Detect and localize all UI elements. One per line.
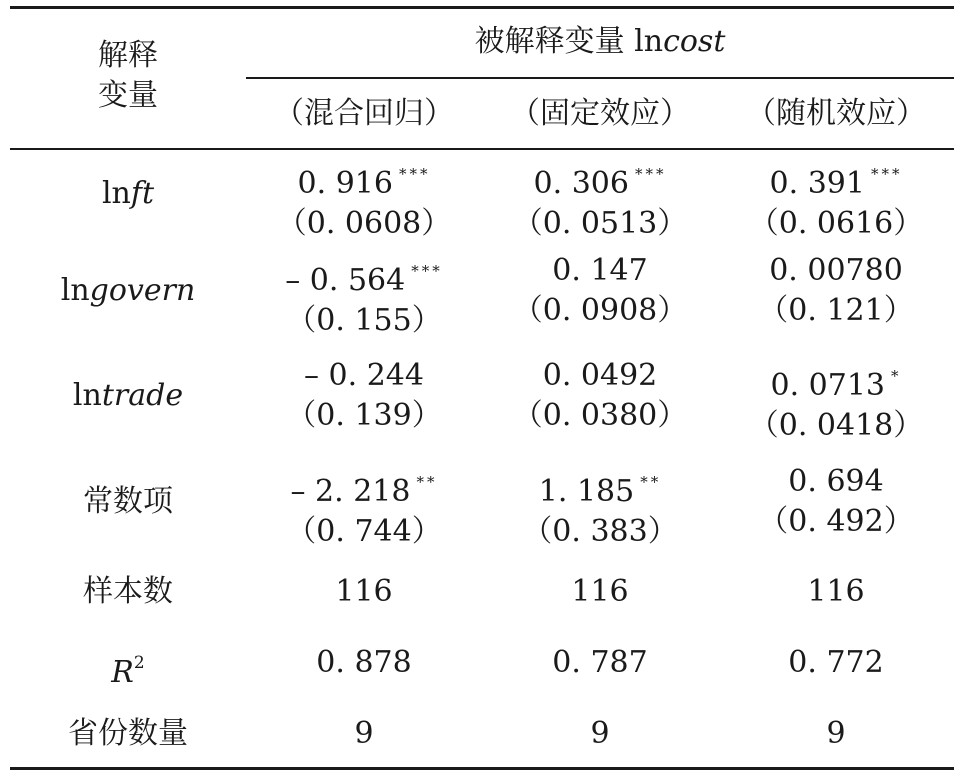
standard-error: （0. 0616）: [748, 206, 924, 241]
row-label-header-line-1: 解释: [98, 38, 158, 73]
coefficient: [718, 462, 954, 502]
standard-error: （0. 0608）: [276, 206, 452, 241]
standard-error: （0. 0513）: [512, 206, 688, 241]
top-rule: [10, 6, 954, 9]
row-label-header: [10, 36, 246, 116]
significance-stars: ***: [411, 262, 443, 280]
standard-error: （0. 0418）: [748, 408, 924, 443]
stat-label-var: R: [111, 655, 134, 690]
stat-value: 9: [354, 716, 374, 751]
significance-stars: ***: [398, 165, 431, 183]
header-sub-rule: [246, 77, 954, 79]
table-cell: [718, 251, 954, 331]
stat-value: 9: [590, 716, 610, 751]
table-cell: [482, 462, 718, 552]
coefficient: [482, 356, 718, 396]
stat-label-text: 样本数: [83, 574, 173, 609]
coefficient: [482, 462, 718, 512]
dependent-prefix: 被解释变量 ln: [474, 24, 664, 59]
row-label-var: ft: [130, 176, 155, 211]
coefficient-value: – 2. 218: [290, 474, 411, 509]
coefficient-value: – 0. 564: [285, 263, 406, 298]
column-header-pooled: （混合回归）: [274, 96, 454, 131]
coefficient-value: 0. 0492: [542, 358, 658, 393]
significance-stars: *: [891, 367, 902, 385]
coefficient-value: 0. 0713: [770, 368, 885, 403]
row-label-prefix: ln: [60, 273, 90, 308]
coefficient-value: 0. 00780: [769, 253, 903, 288]
coefficient: [246, 356, 482, 396]
significance-stars: **: [640, 473, 662, 491]
row-label-var: trade: [101, 378, 184, 413]
row-label: [10, 271, 246, 311]
stat-value: 0. 772: [788, 645, 884, 680]
row-label-var: govern: [89, 273, 196, 308]
coefficient-value: 0. 306: [533, 166, 629, 201]
standard-error: （0. 0908）: [512, 293, 688, 328]
row-label-prefix: 常数项: [83, 484, 173, 519]
standard-error: （0. 0380）: [512, 398, 688, 433]
table-cell: [718, 356, 954, 446]
stat-label-text: 省份数量: [68, 716, 188, 751]
row-label-header-line-2: 变量: [98, 78, 158, 113]
coefficient: [482, 154, 718, 204]
coefficient-value: 1. 185: [538, 474, 635, 509]
table-cell: [482, 154, 718, 244]
stat-label: [10, 714, 246, 754]
dependent-variable-header: [246, 22, 954, 62]
standard-error: （0. 155）: [286, 303, 442, 338]
significance-stars: ***: [870, 165, 903, 183]
stat-label-sup: 2: [133, 653, 145, 673]
stat-value: 0. 787: [552, 645, 648, 680]
coefficient: [246, 251, 482, 301]
coefficient-value: 0. 694: [788, 464, 884, 499]
table-cell: [718, 154, 954, 244]
table-cell: [482, 356, 718, 436]
coefficient: [718, 154, 954, 204]
stat-label: [10, 643, 246, 693]
coefficient-value: 0. 391: [769, 166, 865, 201]
column-header-random: （随机效应）: [746, 96, 926, 131]
significance-stars: ***: [634, 165, 667, 183]
table-cell: [246, 462, 482, 552]
standard-error: （0. 121）: [758, 293, 914, 328]
standard-error: （0. 139）: [286, 398, 442, 433]
stat-label: [10, 572, 246, 612]
row-label: [10, 376, 246, 416]
standard-error: （0. 383）: [522, 514, 678, 549]
row-label: [10, 482, 246, 522]
row-label-prefix: ln: [101, 176, 131, 211]
stat-value: 116: [335, 574, 393, 609]
table-cell: [246, 356, 482, 436]
coefficient: [246, 154, 482, 204]
stat-value: 116: [571, 574, 629, 609]
table-cell: [246, 154, 482, 244]
row-label-prefix: ln: [72, 378, 102, 413]
stat-value: 0. 878: [316, 645, 412, 680]
coefficient: [718, 251, 954, 291]
column-header-fixed: （固定效应）: [510, 96, 690, 131]
dependent-var: cost: [663, 24, 726, 59]
stat-value: 9: [826, 716, 846, 751]
coefficient-value: 0. 147: [552, 253, 648, 288]
bottom-rule: [10, 767, 954, 770]
header-bottom-rule: [10, 148, 954, 150]
standard-error: （0. 492）: [758, 504, 914, 539]
coefficient-value: – 0. 244: [304, 358, 424, 393]
coefficient: [718, 356, 954, 406]
table-cell: [718, 462, 954, 542]
significance-stars: **: [416, 473, 438, 491]
standard-error: （0. 744）: [286, 514, 442, 549]
table-cell: [482, 251, 718, 331]
table-cell: [246, 251, 482, 341]
coefficient: [482, 251, 718, 291]
coefficient: [246, 462, 482, 512]
row-label: [10, 174, 246, 214]
coefficient-value: 0. 916: [297, 166, 393, 201]
stat-value: 116: [807, 574, 865, 609]
